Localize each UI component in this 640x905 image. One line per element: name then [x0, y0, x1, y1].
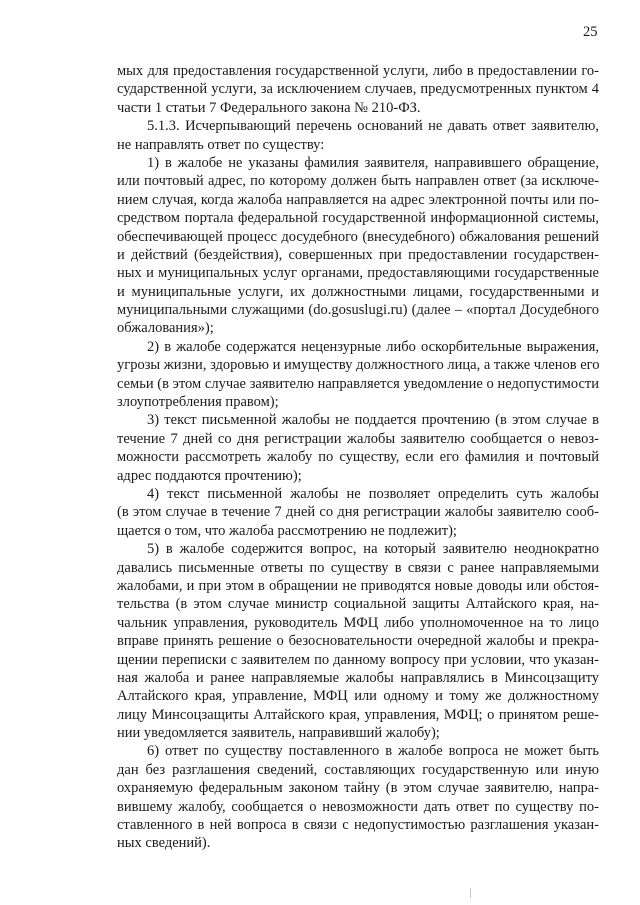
text-line: сударственной услуги, за исключением случаев, предусмотренных пунктом 4 — [117, 81, 599, 98]
text-line: лицу Минсоцзащиты Алтайского края, управления, МФЦ; о принятом реше- — [117, 706, 599, 723]
text-line: злоупотребления правом); — [117, 394, 279, 411]
text-line: щении переписки с заявителем по данному вопросу при условии, что указан- — [117, 651, 599, 668]
text-line: средством портала федеральной государственной информационной системы, — [117, 210, 599, 227]
scan-artifact-mark — [470, 888, 471, 898]
text-line: и действий (бездействия), совершенных при предоставлении государствен- — [117, 246, 599, 263]
text-line: муниципальными служащими (do.gosuslugi.ru) (далее – «портал Досудебного — [117, 302, 599, 319]
text-line: 4) текст письменной жалобы не позволяет определить суть жалобы — [147, 485, 599, 502]
text-line: вившему жалобу, сообщается о невозможности дать ответ по существу по- — [117, 798, 599, 815]
text-line: 1) в жалобе не указаны фамилия заявителя, направившего обращение, — [147, 154, 599, 171]
text-line: 5) в жалобе содержится вопрос, на который заявителю неоднократно — [147, 541, 599, 558]
text-line: обжалования»); — [117, 320, 214, 337]
text-line: ных сведений). — [117, 835, 211, 852]
text-line: дан без разглашения сведений, составляющих государственную или иную — [117, 761, 599, 778]
text-line: угрозы жизни, здоровью и имуществу должностного лица, а также членов его — [117, 357, 600, 374]
text-line: течение 7 дней со дня регистрации жалобы заявителю сообщается о невоз- — [117, 430, 599, 447]
text-line: охраняемую федеральным законом тайну (в этом случае заявителю, напра- — [117, 780, 599, 797]
text-line: вправе принять решение о безосновательности очередной жалобы и прекра- — [117, 633, 599, 650]
text-line: ставленного в ней вопроса в связи с недопустимостью разглашения указан- — [117, 817, 599, 834]
text-line: адрес поддаются прочтению); — [117, 467, 302, 484]
page-number: 25 — [583, 24, 598, 40]
text-line: обеспечивающей процесс досудебного (внесудебного) обжалования решений — [117, 228, 599, 245]
text-line: или почтовый адрес, по которому должен быть направлен ответ (за исключе- — [117, 173, 599, 190]
text-line: нии уведомляется заявитель, направивший жалобу); — [117, 725, 440, 742]
text-line: (в этом случае в течение 7 дней со дня регистрации жалобы заявителю сооб- — [117, 504, 599, 521]
text-line: 2) в жалобе содержатся нецензурные либо оскорбительные выражения, — [147, 338, 599, 355]
text-line: чальник управления, руководитель МФЦ либо уполномоченное на то лицо — [117, 614, 599, 631]
text-line: мых для предоставления государственной услуги, либо в предоставлении го- — [117, 63, 599, 79]
text-line: 6) ответ по существу поставленного в жалобе вопроса не может быть — [147, 743, 599, 760]
text-line: жалобами, и при этом в обращении не приводятся новые доводы или обстоя- — [117, 577, 599, 594]
body-text — [117, 62, 599, 853]
text-line: 3) текст письменной жалобы не поддается прочтению (в этом случае в — [147, 412, 599, 429]
text-line: части 1 статьи 7 Федерального закона № 210-ФЗ. — [117, 99, 421, 116]
text-line: и муниципальные услуги, их должностными лицами, государственными и — [117, 283, 599, 300]
text-line: семьи (в этом случае заявителю направляется уведомление о недопустимости — [117, 375, 599, 392]
text-line: щается о том, что жалоба рассмотрению не подлежит); — [117, 522, 457, 539]
text-line: нием случая, когда жалоба направляется на адрес электронной почты или по- — [117, 191, 599, 208]
text-line: ная жалоба и ранее направляемые жалобы направлялись в Минсоцзащиту — [117, 669, 599, 686]
text-line: Алтайского края, управление, МФЦ или одному и тому же должностному — [117, 688, 599, 705]
text-line: можности рассмотреть жалобу по существу, если его фамилия и почтовый — [117, 449, 599, 466]
text-line: тельства (в этом случае министр социальной защиты Алтайского края, на- — [117, 596, 599, 613]
text-line: давались письменные ответы по существу в связи с ранее направляемыми — [117, 559, 599, 576]
text-line: не направлять ответ по существу: — [117, 136, 325, 153]
text-line: 5.1.3. Исчерпывающий перечень оснований не давать ответ заявителю, — [147, 118, 599, 135]
text-line: ных и муниципальных услуг органами, предоставляющими государственные — [117, 265, 599, 282]
